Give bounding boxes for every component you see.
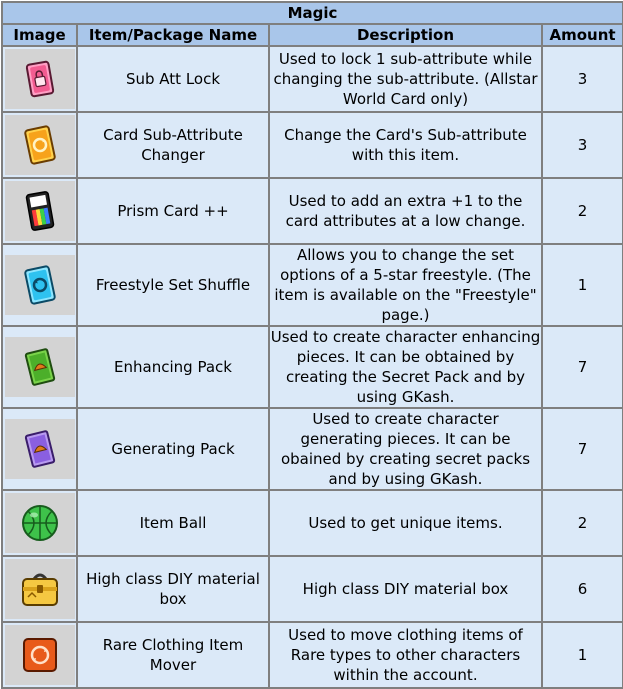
enhancing-pack-icon — [24, 347, 56, 387]
item-ball-icon — [20, 503, 60, 543]
column-header-amount: Amount — [543, 25, 622, 45]
table-row — [3, 245, 622, 325]
column-header-description: Description — [270, 25, 541, 45]
item-amount: 3 — [543, 113, 622, 177]
item-image-frame — [5, 337, 75, 397]
item-description: Used to create character enhancing pieces. It can be obtained by creating the Secret Pack and by using GKash. — [270, 328, 541, 406]
item-name: Enhancing Pack — [78, 327, 268, 407]
generating-pack-icon — [24, 429, 56, 469]
item-amount: 1 — [543, 623, 622, 687]
item-description: Used to move clothing items of Rare types to other characters within the account. — [270, 623, 541, 687]
item-image-frame — [5, 181, 75, 241]
item-name: Rare Clothing Item Mover — [78, 623, 268, 687]
item-image-frame — [5, 493, 75, 553]
item-image-frame — [5, 559, 75, 619]
table-row — [3, 557, 622, 621]
diy-material-box-icon — [18, 569, 62, 609]
item-image-frame — [5, 115, 75, 175]
freestyle-shuffle-card-icon — [24, 265, 56, 305]
item-name: Card Sub-Attribute Changer — [78, 113, 268, 177]
item-description: Used to lock 1 sub-attribute while changing the sub-attribute. (Allstar World Card only) — [270, 47, 541, 111]
item-name: Sub Att Lock — [78, 47, 268, 111]
item-description: Used to create character generating pieces. It can be obained by creating secret packs and by using GKash. — [270, 409, 541, 489]
table-row — [3, 327, 622, 407]
item-amount: 2 — [543, 491, 622, 555]
column-header-image: Image — [3, 25, 76, 45]
item-image-frame — [5, 625, 75, 685]
item-amount: 1 — [543, 245, 622, 325]
column-header-name: Item/Package Name — [78, 25, 268, 45]
table-row — [3, 113, 622, 177]
magic-items-table — [1, 1, 623, 689]
item-name: Item Ball — [78, 491, 268, 555]
item-name: Generating Pack — [78, 409, 268, 489]
item-description: Change the Card's Sub-attribute with this item. — [270, 113, 541, 177]
item-name: Freestyle Set Shuffle — [78, 245, 268, 325]
sub-attribute-changer-card-icon — [24, 125, 56, 165]
item-description: High class DIY material box — [270, 557, 541, 621]
item-name: Prism Card ++ — [78, 179, 268, 243]
item-amount: 3 — [543, 47, 622, 111]
item-amount: 7 — [543, 409, 622, 489]
item-description: Allows you to change the set options of a 5-star freestyle. (The item is available on the "Freestyle" page.) — [270, 245, 541, 325]
item-name: High class DIY material box — [78, 557, 268, 621]
item-image-frame — [5, 49, 75, 109]
item-amount: 2 — [543, 179, 622, 243]
item-amount: 7 — [543, 327, 622, 407]
item-image-frame — [5, 419, 75, 479]
item-description: Used to add an extra +1 to the card attributes at a low change. — [270, 179, 541, 243]
clothing-mover-icon — [21, 636, 59, 674]
table-row — [3, 47, 622, 111]
table-row — [3, 491, 622, 555]
item-description: Used to get unique items. — [270, 491, 541, 555]
sub-att-lock-card-icon — [25, 60, 55, 98]
table-title: Magic — [3, 3, 622, 23]
table-row — [3, 179, 622, 243]
prism-card-icon — [25, 191, 55, 231]
item-amount: 6 — [543, 557, 622, 621]
table-row — [3, 409, 622, 489]
table-row — [3, 623, 622, 687]
item-image-frame — [5, 255, 75, 315]
